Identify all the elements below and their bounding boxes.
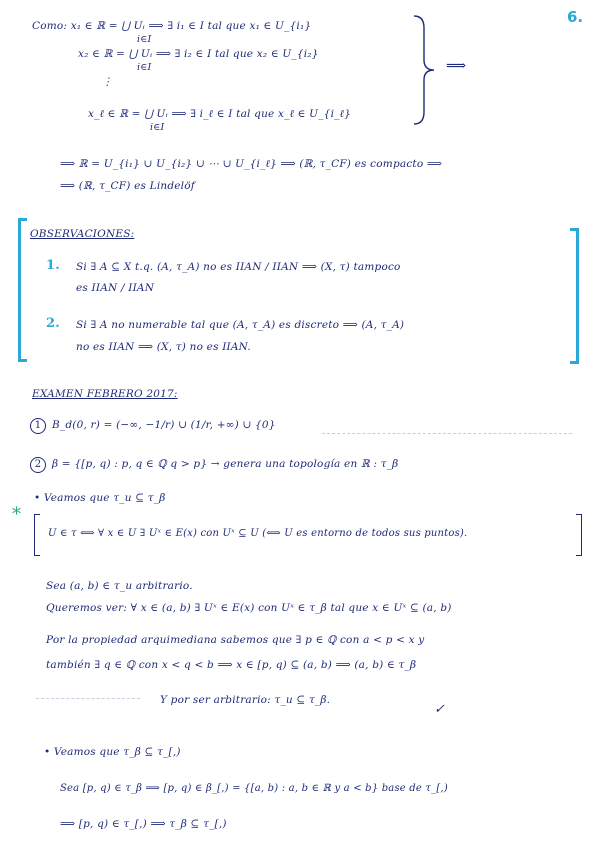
- sea2-line: Sea [p, q) ∈ τ_β ⟹ [p, q) ∈ β_[,) = {[a, b) : a, b ∈ ℝ y a < b} base de τ_[,): [60, 783, 448, 794]
- right-bracket: [570, 228, 579, 364]
- obs-item2-line1: Si ∃ A no numerable tal que (A, τ_A) es discreto ⟹ (A, τ_A): [76, 319, 405, 331]
- obs-item1-num: 1.: [46, 258, 60, 273]
- conclusion-line1: ⟹ ℝ = U_{i₁} ∪ U_{i₂} ∪ ⋯ ∪ U_{i_ℓ} ⟹ (ℝ, τ_CF) es compacto ⟹: [60, 158, 443, 170]
- observaciones-title: OBSERVACIONES:: [30, 228, 135, 240]
- block1-line2-sub: i∈I: [137, 62, 152, 73]
- page-number: 6.: [567, 8, 584, 26]
- q2-number: 2: [30, 457, 46, 473]
- obs-item1-line2: es IIAN / IIAN: [76, 282, 155, 294]
- left-bracket: [18, 218, 27, 362]
- box-left-bracket: [34, 514, 40, 556]
- block1-line3-sub: i∈I: [150, 122, 165, 133]
- block1-implies: ⟹: [446, 58, 467, 74]
- block1-line2: x₂ ∈ ℝ = ⋃ Uᵢ ⟹ ∃ i₂ ∈ I tal que x₂ ∈ U_{i₂}: [78, 48, 319, 60]
- obs-item1-line1: Si ∃ A ⊆ X t.q. (A, τ_A) no es IIAN / IIAN ⟹ (X, τ) tampoco: [76, 261, 401, 273]
- q1-text: B_d(0, r) = (−∞, −1/r) ∪ (1/r, +∞) ∪ {0}: [52, 419, 276, 431]
- q2-text: β = {[p, q) : p, q ∈ ℚ q > p} → genera una topología en ℝ : τ_β: [52, 458, 399, 470]
- block1-line3: x_ℓ ∈ ℝ = ⋃ Uᵢ ⟹ ∃ i_ℓ ∈ I tal que x_ℓ ∈ U_{i_ℓ}: [88, 108, 352, 120]
- check-mark: ✓: [434, 702, 446, 717]
- conclusion-line2: ⟹ (ℝ, τ_CF) es Lindelöf: [60, 180, 195, 192]
- sea-line: Sea (a, b) ∈ τ_u arbitrario.: [46, 580, 193, 592]
- exam-title: EXAMEN FEBRERO 2017:: [32, 388, 178, 400]
- block1-line1-sub: i∈I: [137, 34, 152, 45]
- arbitrario-line: Y por ser arbitrario: τ_u ⊆ τ_β.: [160, 694, 331, 706]
- exam-q2: [30, 457, 398, 473]
- arquimediana-line1: Por la propiedad arquimediana sabemos que ∃ p ∈ ℚ con a < p < x y: [46, 634, 425, 646]
- arquimediana-line2: también ∃ q ∈ ℚ con x < q < b ⟹ x ∈ [p, q) ⊆ (a, b) ⟹ (a, b) ∈ τ_β: [46, 659, 417, 671]
- star-mark: *: [12, 504, 22, 525]
- right-brace: [412, 14, 438, 126]
- q1-number: 1: [30, 418, 46, 434]
- faint-sketch-line: [322, 433, 572, 434]
- exam-q1: [30, 418, 276, 434]
- obs-item2-line2: no es IIAN ⟹ (X, τ) no es IIAN.: [76, 341, 251, 353]
- box-right-bracket: [576, 514, 582, 556]
- veamos-1: • Veamos que τ_u ⊆ τ_β: [34, 492, 166, 504]
- final-line: ⟹ [p, q) ∈ τ_[,) ⟹ τ_β ⊆ τ_[,): [60, 818, 227, 830]
- faint-number-line: [36, 698, 140, 699]
- block1-line1: Como: x₁ ∈ ℝ = ⋃ Uᵢ ⟹ ∃ i₁ ∈ I tal que x₁ ∈ U_{i₁}: [32, 20, 312, 32]
- boxed-definition: U ∈ τ ⟺ ∀ x ∈ U ∃ Uˣ ∈ E(x) con Uˣ ⊆ U (⟺ U es entorno de todos sus puntos).: [48, 528, 468, 539]
- obs-item2-num: 2.: [46, 316, 60, 331]
- queremos-line: Queremos ver: ∀ x ∈ (a, b) ∃ Uˣ ∈ E(x) con Uˣ ∈ τ_β tal que x ∈ Uˣ ⊆ (a, b): [46, 602, 452, 614]
- block1-dots: ⋮: [102, 76, 113, 88]
- veamos-2: • Veamos que τ_β ⊆ τ_[,): [44, 746, 181, 758]
